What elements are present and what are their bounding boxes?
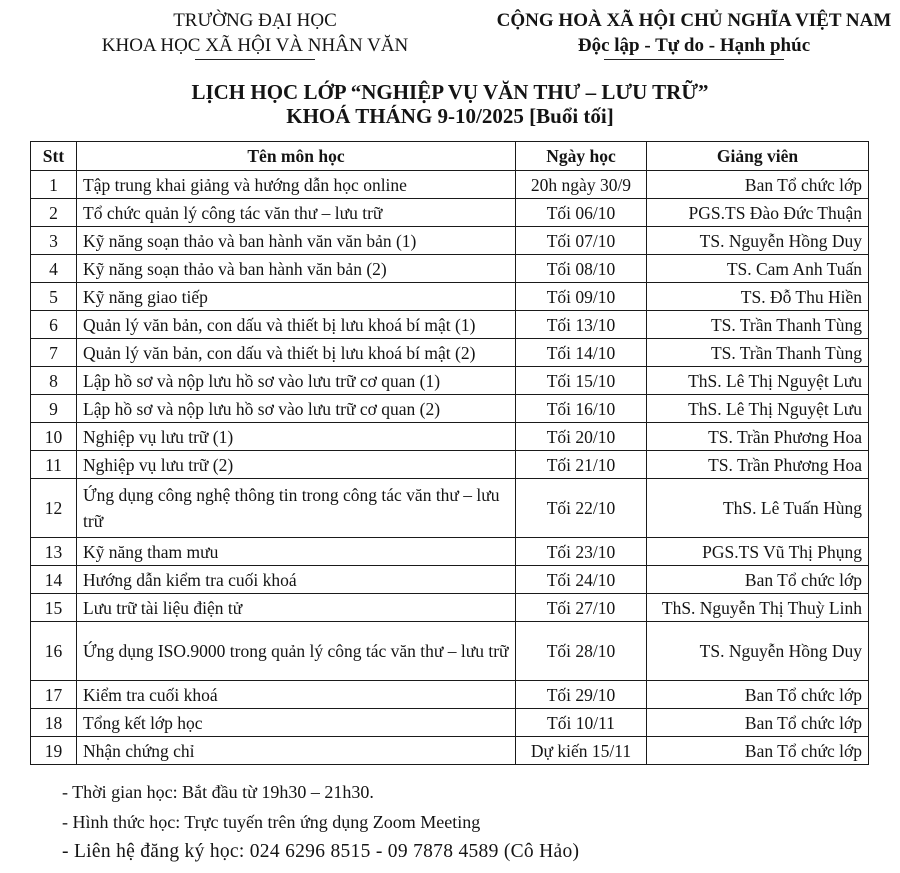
row-stt: 3 bbox=[31, 227, 77, 255]
note-format: - Hình thức học: Trực tuyến trên ứng dụng Zoom Meeting bbox=[62, 812, 481, 832]
header-date: Ngày học bbox=[516, 142, 647, 171]
table-row bbox=[31, 538, 869, 566]
table-row bbox=[31, 283, 869, 311]
course-notes bbox=[62, 777, 882, 867]
institution-underline bbox=[195, 59, 315, 60]
row-lecturer: Ban Tổ chức lớp bbox=[647, 171, 869, 199]
row-lecturer: Ban Tổ chức lớp bbox=[647, 709, 869, 737]
row-stt: 18 bbox=[31, 709, 77, 737]
row-lecturer: TS. Trần Phương Hoa bbox=[647, 423, 869, 451]
header-lecturer: Giảng viên bbox=[647, 142, 869, 171]
row-date: Tối 06/10 bbox=[516, 199, 647, 227]
header-stt: Stt bbox=[31, 142, 77, 171]
row-lecturer: TS. Trần Thanh Tùng bbox=[647, 311, 869, 339]
schedule-subtitle: KHOÁ THÁNG 9-10/2025 [Buổi tối] bbox=[286, 104, 614, 128]
row-lecturer: Ban Tổ chức lớp bbox=[647, 681, 869, 709]
note-time: - Thời gian học: Bắt đầu từ 19h30 – 21h30. bbox=[62, 782, 374, 802]
row-subject: Lập hồ sơ và nộp lưu hồ sơ vào lưu trữ cơ quan (1) bbox=[77, 367, 516, 395]
row-date: Tối 14/10 bbox=[516, 339, 647, 367]
table-row bbox=[31, 311, 869, 339]
national-motto: Độc lập - Tự do - Hạnh phúc bbox=[577, 35, 811, 56]
row-date: Tối 23/10 bbox=[516, 538, 647, 566]
motto-underline bbox=[604, 59, 784, 60]
table-row bbox=[31, 395, 869, 423]
row-subject: Nghiệp vụ lưu trữ (2) bbox=[77, 451, 516, 479]
row-lecturer: Ban Tổ chức lớp bbox=[647, 566, 869, 594]
row-date: Tối 10/11 bbox=[516, 709, 647, 737]
row-stt: 10 bbox=[31, 423, 77, 451]
institution-line-1: TRƯỜNG ĐẠI HỌC bbox=[173, 10, 337, 31]
table-row bbox=[31, 423, 869, 451]
table-row bbox=[31, 171, 869, 199]
table-row bbox=[31, 681, 869, 709]
row-date: Tối 15/10 bbox=[516, 367, 647, 395]
row-subject: Kỹ năng soạn thảo và ban hành văn văn bản (1) bbox=[77, 227, 516, 255]
row-subject: Kỹ năng giao tiếp bbox=[77, 283, 516, 311]
row-date: Tối 09/10 bbox=[516, 283, 647, 311]
row-stt: 5 bbox=[31, 283, 77, 311]
row-lecturer: ThS. Lê Thị Nguyệt Lưu bbox=[647, 367, 869, 395]
row-date: Tối 07/10 bbox=[516, 227, 647, 255]
table-header-row bbox=[31, 142, 869, 171]
row-date: Tối 21/10 bbox=[516, 451, 647, 479]
row-subject: Kiểm tra cuối khoá bbox=[77, 681, 516, 709]
institution-line-2: KHOA HỌC XÃ HỘI VÀ NHÂN VĂN bbox=[101, 35, 409, 56]
row-subject: Kỹ năng tham mưu bbox=[77, 538, 516, 566]
row-stt: 13 bbox=[31, 538, 77, 566]
row-stt: 17 bbox=[31, 681, 77, 709]
row-lecturer: TS. Nguyễn Hồng Duy bbox=[647, 622, 869, 681]
row-date: Tối 24/10 bbox=[516, 566, 647, 594]
table-row bbox=[31, 367, 869, 395]
row-lecturer: PGS.TS Đào Đức Thuận bbox=[647, 199, 869, 227]
schedule-table bbox=[30, 141, 869, 765]
row-date: Dự kiến 15/11 bbox=[516, 737, 647, 765]
row-lecturer: TS. Nguyễn Hồng Duy bbox=[647, 227, 869, 255]
row-date: Tối 29/10 bbox=[516, 681, 647, 709]
schedule-title: LỊCH HỌC LỚP “NGHIỆP VỤ VĂN THƯ – LƯU TRỮ” bbox=[191, 80, 709, 104]
row-subject: Tổ chức quản lý công tác văn thư – lưu trữ bbox=[77, 199, 516, 227]
row-subject: Ứng dụng ISO.9000 trong quản lý công tác văn thư – lưu trữ bbox=[77, 622, 516, 681]
table-row bbox=[31, 339, 869, 367]
row-stt: 6 bbox=[31, 311, 77, 339]
table-row bbox=[31, 255, 869, 283]
table-row bbox=[31, 479, 869, 538]
row-stt: 19 bbox=[31, 737, 77, 765]
row-lecturer: ThS. Lê Tuấn Hùng bbox=[647, 479, 869, 538]
row-subject: Tập trung khai giảng và hướng dẫn học online bbox=[77, 171, 516, 199]
row-subject: Quản lý văn bản, con dấu và thiết bị lưu khoá bí mật (1) bbox=[77, 311, 516, 339]
table-row bbox=[31, 594, 869, 622]
row-subject: Hướng dẫn kiểm tra cuối khoá bbox=[77, 566, 516, 594]
institution-header bbox=[40, 8, 470, 60]
national-header bbox=[488, 8, 900, 60]
row-stt: 8 bbox=[31, 367, 77, 395]
row-lecturer: TS. Trần Phương Hoa bbox=[647, 451, 869, 479]
row-date: 20h ngày 30/9 bbox=[516, 171, 647, 199]
row-subject: Nghiệp vụ lưu trữ (1) bbox=[77, 423, 516, 451]
row-stt: 4 bbox=[31, 255, 77, 283]
table-row bbox=[31, 737, 869, 765]
row-subject: Lập hồ sơ và nộp lưu hồ sơ vào lưu trữ cơ quan (2) bbox=[77, 395, 516, 423]
row-subject: Ứng dụng công nghệ thông tin trong công tác văn thư – lưu trữ bbox=[77, 479, 516, 538]
row-stt: 2 bbox=[31, 199, 77, 227]
header-subject: Tên môn học bbox=[77, 142, 516, 171]
row-stt: 11 bbox=[31, 451, 77, 479]
row-subject: Tổng kết lớp học bbox=[77, 709, 516, 737]
row-subject: Kỹ năng soạn thảo và ban hành văn bản (2) bbox=[77, 255, 516, 283]
table-row bbox=[31, 622, 869, 681]
row-date: Tối 20/10 bbox=[516, 423, 647, 451]
row-lecturer: TS. Trần Thanh Tùng bbox=[647, 339, 869, 367]
row-stt: 9 bbox=[31, 395, 77, 423]
row-stt: 1 bbox=[31, 171, 77, 199]
national-title: CỘNG HOÀ XÃ HỘI CHỦ NGHĨA VIỆT NAM bbox=[496, 10, 892, 31]
row-date: Tối 16/10 bbox=[516, 395, 647, 423]
table-row bbox=[31, 199, 869, 227]
row-stt: 15 bbox=[31, 594, 77, 622]
row-lecturer: ThS. Nguyễn Thị Thuỳ Linh bbox=[647, 594, 869, 622]
row-date: Tối 13/10 bbox=[516, 311, 647, 339]
row-date: Tối 08/10 bbox=[516, 255, 647, 283]
table-row bbox=[31, 566, 869, 594]
row-stt: 7 bbox=[31, 339, 77, 367]
row-stt: 16 bbox=[31, 622, 77, 681]
row-lecturer: Ban Tổ chức lớp bbox=[647, 737, 869, 765]
table-row bbox=[31, 709, 869, 737]
table-row bbox=[31, 451, 869, 479]
table-row bbox=[31, 227, 869, 255]
row-lecturer: TS. Cam Anh Tuấn bbox=[647, 255, 869, 283]
row-subject: Lưu trữ tài liệu điện tử bbox=[77, 594, 516, 622]
row-lecturer: ThS. Lê Thị Nguyệt Lưu bbox=[647, 395, 869, 423]
row-stt: 14 bbox=[31, 566, 77, 594]
row-stt: 12 bbox=[31, 479, 77, 538]
row-date: Tối 27/10 bbox=[516, 594, 647, 622]
row-date: Tối 22/10 bbox=[516, 479, 647, 538]
row-subject: Nhận chứng chỉ bbox=[77, 737, 516, 765]
row-lecturer: PGS.TS Vũ Thị Phụng bbox=[647, 538, 869, 566]
row-subject: Quản lý văn bản, con dấu và thiết bị lưu khoá bí mật (2) bbox=[77, 339, 516, 367]
row-date: Tối 28/10 bbox=[516, 622, 647, 681]
row-lecturer: TS. Đỗ Thu Hiền bbox=[647, 283, 869, 311]
note-contact: - Liên hệ đăng ký học: 024 6296 8515 - 09 7878 4589 (Cô Hảo) bbox=[62, 841, 580, 862]
